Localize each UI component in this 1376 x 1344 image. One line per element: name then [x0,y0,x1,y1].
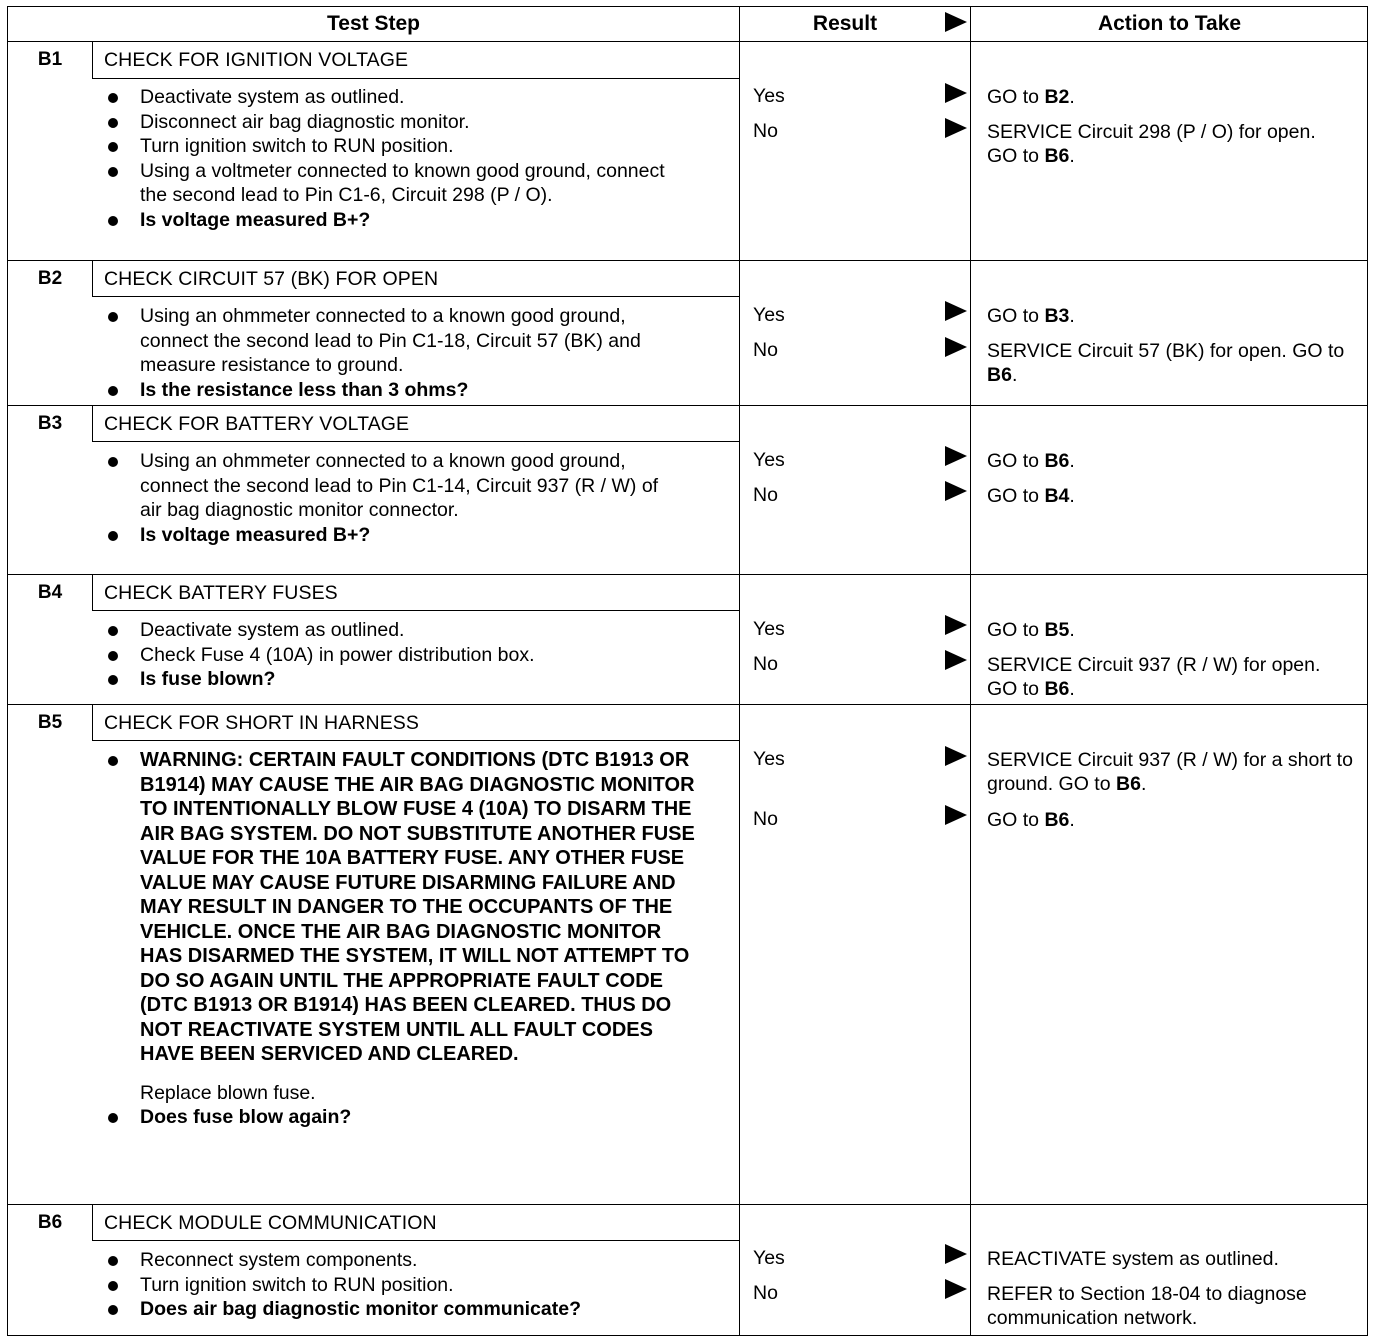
bullet-icon [108,756,118,766]
action-yes: SERVICE Circuit 937 (R / W) for a short to ground. GO to B6. [987,749,1353,795]
step-id: B4 [37,582,63,603]
header-test-step: Test Step [327,12,420,35]
arrow-icon [945,301,967,321]
bullet-icon [108,386,118,396]
row-rule-b3 [8,405,1367,406]
result-yes: Yes [753,304,785,326]
title-rule-b5 [92,740,739,741]
list-item: Using an ohmmeter connected to a known good ground, connect the second lead to Pin C1-14, Circuit 937 (R / W) of air bag diagnostic monitor connector. [104,449,724,523]
arrow-icon [945,446,967,466]
bullet-icon [108,531,118,541]
list-item: Reconnect system components. [104,1248,724,1273]
list-item: Disconnect air bag diagnostic monitor. [104,110,724,135]
list-item: Check Fuse 4 (10A) in power distribution box. [104,643,724,668]
arrow-icon [945,83,967,103]
action-yes: GO to B3. [987,305,1075,327]
list-item: Turn ignition switch to RUN position. [104,1273,724,1298]
bullet-icon [108,651,118,661]
step-id: B5 [37,712,63,733]
arrow-icon [945,746,967,766]
bullet-icon [108,1256,118,1266]
title-rule-b1 [92,78,739,79]
id-divider-b6 [92,1204,93,1240]
result-no: No [753,1282,778,1304]
bullet-icon [108,457,118,467]
arrow-icon [945,118,967,138]
step-title: CHECK CIRCUIT 57 (BK) FOR OPEN [104,268,439,290]
arrow-icon [945,805,967,825]
id-divider-b3 [92,405,93,441]
result-no: No [753,339,778,361]
step-question: Is voltage measured B+? [104,208,724,233]
warning-text: WARNING: CERTAIN FAULT CONDITIONS (DTC B1913 OR B1914) MAY CAUSE THE AIR BAG DIAGNOSTIC MONITOR TO INTENTIONALLY BLOW FUSE 4 (10A) TO DISARM THE AIR BAG SYSTEM. DO NOT SUBSTITUTE ANOTHER FUSE VALUE FOR THE 10A BATTERY FUSE. ANY OTHER FUSE VALUE MAY CAUSE FUTURE DISARMING FAILURE AND MAY RESULT IN DANGER TO THE OCCUPANTS OF THE VEHICLE. ONCE THE AIR BAG DIAGNOSTIC MONITOR HAS DISARMED THE SYSTEM, IT WILL NOT ATTEMPT TO DO SO AGAIN UNTIL THE APPROPRIATE FAULT CODE (DTC B1913 OR B1914) HAS BEEN CLEARED. THUS DO NOT REACTIVATE SYSTEM UNTIL ALL FAULT CODES HAVE BEEN SERVICED AND CLEARED. [104,748,704,1067]
list-item: Using a voltmeter connected to known good ground, connect the second lead to Pin C1-6, Circuit 298 (P / O). [104,159,724,208]
bullet-icon [108,93,118,103]
action-yes: GO to B5. [987,619,1075,641]
step-instructions [104,1248,724,1322]
bullet-icon [108,626,118,636]
result-no: No [753,484,778,506]
result-yes: Yes [753,85,785,107]
id-divider-b5 [92,704,93,740]
step-instructions [104,304,724,402]
row-rule-b4 [8,574,1367,575]
action-no: GO to B6. [987,809,1075,831]
col-divider-result [739,7,740,1335]
header-rule [8,41,1367,42]
step-instructions [104,85,724,232]
row-rule-b5 [8,704,1367,705]
result-yes: Yes [753,618,785,640]
action-yes: GO to B6. [987,450,1075,472]
step-instructions [104,618,724,692]
bullet-icon [108,1305,118,1315]
row-rule-b2 [8,260,1367,261]
bullet-icon [108,675,118,685]
bullet-icon [108,312,118,322]
step-question: Is fuse blown? [104,667,724,692]
step-question: Does air bag diagnostic monitor communicate? [104,1297,724,1322]
step-note: Replace blown fuse. [140,1081,316,1104]
step-question: Is voltage measured B+? [104,523,724,548]
id-divider-b2 [92,260,93,296]
list-item: Deactivate system as outlined. [104,618,724,643]
result-yes: Yes [753,1247,785,1269]
step-id: B3 [37,413,63,434]
action-no: REFER to Section 18-04 to diagnose communication network. [987,1283,1307,1329]
bullet-icon [108,167,118,177]
title-rule-b3 [92,441,739,442]
row-rule-b6 [8,1204,1367,1205]
step-id: B1 [37,49,63,70]
bullet-icon [108,142,118,152]
step-id: B6 [37,1212,63,1233]
action-no: SERVICE Circuit 57 (BK) for open. GO to B6. [987,340,1345,386]
result-no: No [753,653,778,675]
id-divider-b1 [92,41,93,78]
bullet-icon [108,118,118,128]
result-yes: Yes [753,748,785,770]
title-rule-b6 [92,1240,739,1241]
action-no: GO to B4. [987,485,1075,507]
header-arrow-icon [945,12,967,32]
step-instructions [104,748,704,1130]
arrow-icon [945,1244,967,1264]
step-id: B2 [37,268,63,289]
action-no: SERVICE Circuit 298 (P / O) for open. GO to B6. [987,121,1316,167]
step-title: CHECK BATTERY FUSES [104,582,338,604]
step-question: Is the resistance less than 3 ohms? [104,378,724,403]
list-item: Turn ignition switch to RUN position. [104,134,724,159]
diagnostic-table [7,6,1368,1336]
bullet-icon [108,216,118,226]
header-action: Action to Take [1097,12,1242,35]
result-no: No [753,120,778,142]
arrow-icon [945,481,967,501]
action-yes: REACTIVATE system as outlined. [987,1248,1279,1270]
step-instructions [104,449,724,547]
action-no: SERVICE Circuit 937 (R / W) for open. GO to B6. [987,654,1321,700]
step-title: CHECK FOR BATTERY VOLTAGE [104,413,410,435]
arrow-icon [945,1279,967,1299]
step-question: Does fuse blow again? [104,1105,704,1130]
list-item: Using an ohmmeter connected to a known good ground, connect the second lead to Pin C1-18, Circuit 57 (BK) and measure resistance to ground. [104,304,724,378]
bullet-icon [108,1113,118,1123]
result-yes: Yes [753,449,785,471]
title-rule-b2 [92,296,739,297]
col-divider-action [970,7,971,1335]
header-result: Result [812,12,878,35]
step-title: CHECK FOR IGNITION VOLTAGE [104,49,409,71]
bullet-icon [108,1281,118,1291]
id-divider-b4 [92,574,93,610]
arrow-icon [945,615,967,635]
result-no: No [753,808,778,830]
list-item: Deactivate system as outlined. [104,85,724,110]
arrow-icon [945,650,967,670]
arrow-icon [945,337,967,357]
action-yes: GO to B2. [987,86,1075,108]
title-rule-b4 [92,610,739,611]
step-title: CHECK FOR SHORT IN HARNESS [104,712,420,734]
step-title: CHECK MODULE COMMUNICATION [104,1212,437,1234]
